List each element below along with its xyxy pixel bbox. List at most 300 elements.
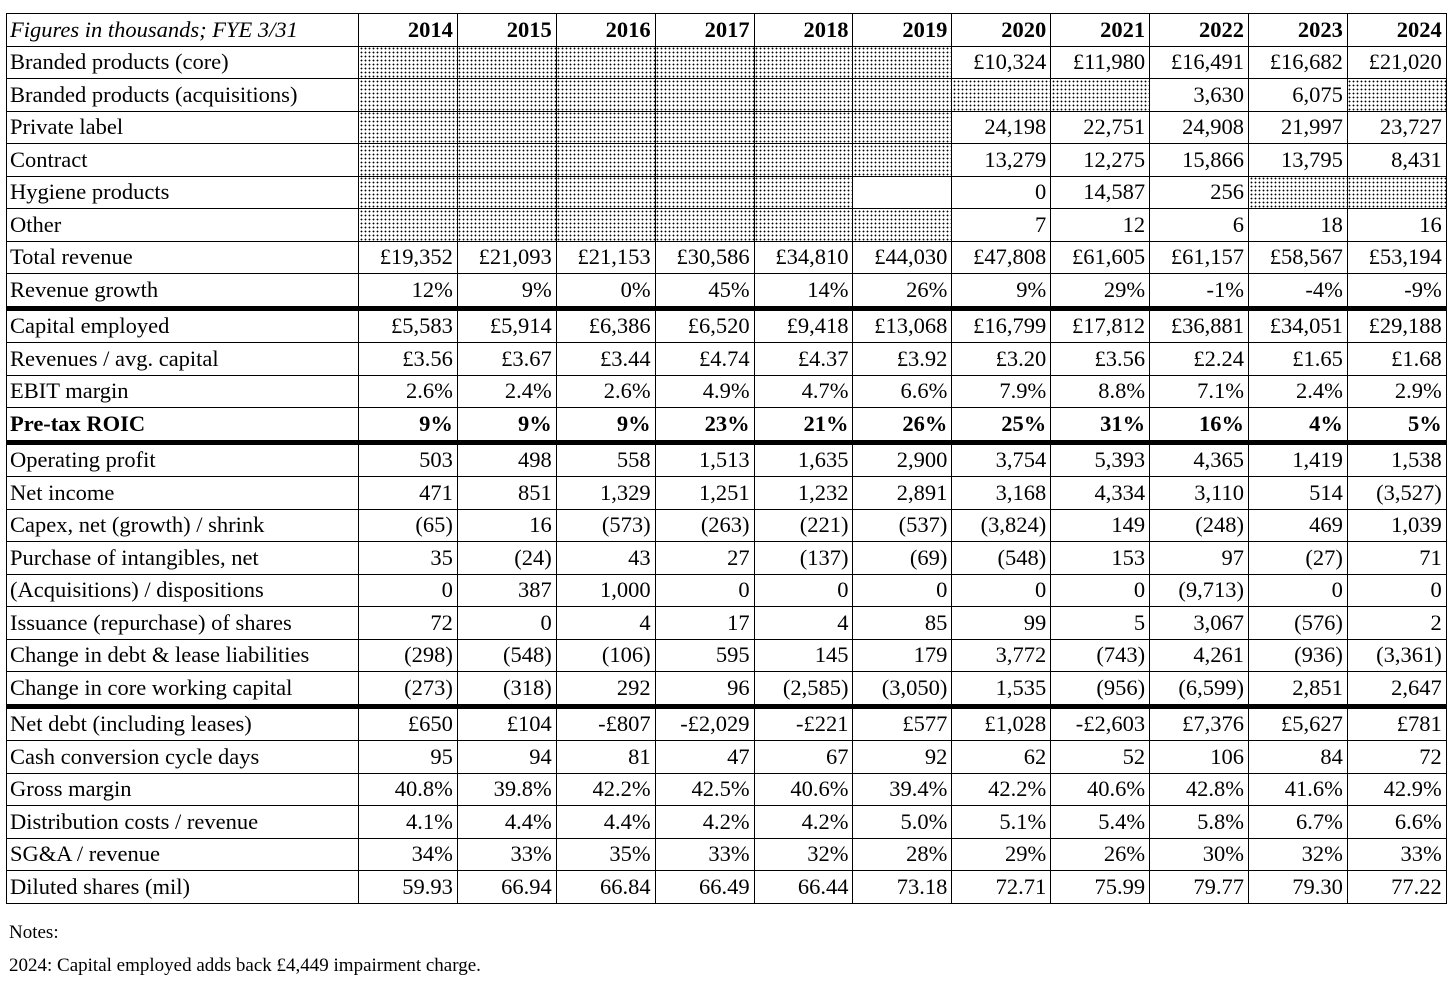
value-cell: £47,808: [952, 241, 1051, 274]
value-cell: (537): [853, 509, 952, 542]
value-cell: 2.4%: [1249, 375, 1348, 408]
table-row: [7, 773, 1447, 806]
value-cell: (3,824): [952, 509, 1051, 542]
value-cell: 4.1%: [359, 806, 458, 839]
value-cell: [457, 144, 556, 177]
value-cell: 4.7%: [754, 375, 853, 408]
value-cell: 77.22: [1347, 871, 1446, 904]
table-row: [7, 442, 1447, 477]
value-cell: [853, 79, 952, 112]
year-header: 2015: [457, 14, 556, 47]
value-cell: £3.56: [1051, 343, 1150, 376]
value-cell: 72: [1347, 741, 1446, 774]
value-cell: 24,198: [952, 111, 1051, 144]
value-cell: 1,251: [655, 477, 754, 510]
value-cell: -4%: [1249, 274, 1348, 309]
value-cell: 30%: [1150, 838, 1249, 871]
year-header: 2020: [952, 14, 1051, 47]
value-cell: 3,067: [1150, 607, 1249, 640]
value-cell: [655, 176, 754, 209]
row-label: Cash conversion cycle days: [7, 741, 359, 774]
value-cell: 42.2%: [952, 773, 1051, 806]
value-cell: 0: [457, 607, 556, 640]
table-caption: Figures in thousands; FYE 3/31: [7, 14, 359, 47]
value-cell: (956): [1051, 672, 1150, 707]
value-cell: 4: [754, 607, 853, 640]
value-cell: £21,153: [556, 241, 655, 274]
value-cell: (573): [556, 509, 655, 542]
value-cell: -£2,029: [655, 706, 754, 741]
value-cell: 2.6%: [556, 375, 655, 408]
value-cell: 97: [1150, 542, 1249, 575]
value-cell: (65): [359, 509, 458, 542]
value-cell: 2.4%: [457, 375, 556, 408]
value-cell: 27: [655, 542, 754, 575]
value-cell: 8.8%: [1051, 375, 1150, 408]
value-cell: £10,324: [952, 46, 1051, 79]
table-row: [7, 871, 1447, 904]
table-row: [7, 574, 1447, 607]
value-cell: (298): [359, 639, 458, 672]
value-cell: [754, 144, 853, 177]
value-cell: 3,630: [1150, 79, 1249, 112]
table-row: [7, 111, 1447, 144]
value-cell: 13,795: [1249, 144, 1348, 177]
value-cell: 292: [556, 672, 655, 707]
value-cell: £1.65: [1249, 343, 1348, 376]
table-row: [7, 509, 1447, 542]
value-cell: 24,908: [1150, 111, 1249, 144]
value-cell: [655, 209, 754, 242]
value-cell: 4.4%: [556, 806, 655, 839]
value-cell: (248): [1150, 509, 1249, 542]
table-row: [7, 241, 1447, 274]
value-cell: 595: [655, 639, 754, 672]
value-cell: 6.6%: [853, 375, 952, 408]
value-cell: -1%: [1150, 274, 1249, 309]
value-cell: 9%: [457, 274, 556, 309]
value-cell: £61,157: [1150, 241, 1249, 274]
value-cell: [556, 79, 655, 112]
value-cell: 42.8%: [1150, 773, 1249, 806]
value-cell: 21%: [754, 408, 853, 443]
row-label: Net income: [7, 477, 359, 510]
value-cell: 1,039: [1347, 509, 1446, 542]
value-cell: 4.4%: [457, 806, 556, 839]
value-cell: 2,647: [1347, 672, 1446, 707]
value-cell: 66.84: [556, 871, 655, 904]
value-cell: [556, 46, 655, 79]
value-cell: 33%: [655, 838, 754, 871]
value-cell: £1.68: [1347, 343, 1446, 376]
row-label: Capex, net (growth) / shrink: [7, 509, 359, 542]
year-header: 2019: [853, 14, 952, 47]
value-cell: [1051, 79, 1150, 112]
value-cell: (9,713): [1150, 574, 1249, 607]
value-cell: 59.93: [359, 871, 458, 904]
value-cell: 1,000: [556, 574, 655, 607]
table-row: [7, 176, 1447, 209]
value-cell: 5.1%: [952, 806, 1051, 839]
value-cell: (548): [952, 542, 1051, 575]
value-cell: [655, 46, 754, 79]
value-cell: 72.71: [952, 871, 1051, 904]
value-cell: 5%: [1347, 408, 1446, 443]
value-cell: 9%: [556, 408, 655, 443]
value-cell: (3,050): [853, 672, 952, 707]
value-cell: £6,386: [556, 308, 655, 343]
value-cell: 67: [754, 741, 853, 774]
value-cell: -£2,603: [1051, 706, 1150, 741]
table-row: [7, 542, 1447, 575]
value-cell: 4.2%: [655, 806, 754, 839]
table-row: [7, 706, 1447, 741]
value-cell: 32%: [754, 838, 853, 871]
value-cell: £16,799: [952, 308, 1051, 343]
value-cell: 79.77: [1150, 871, 1249, 904]
value-cell: [457, 46, 556, 79]
value-cell: [853, 144, 952, 177]
value-cell: 4,261: [1150, 639, 1249, 672]
value-cell: 3,168: [952, 477, 1051, 510]
value-cell: 23%: [655, 408, 754, 443]
value-cell: 40.8%: [359, 773, 458, 806]
value-cell: -£807: [556, 706, 655, 741]
value-cell: [556, 111, 655, 144]
value-cell: 4.2%: [754, 806, 853, 839]
value-cell: 6.7%: [1249, 806, 1348, 839]
value-cell: 62: [952, 741, 1051, 774]
value-cell: 5.4%: [1051, 806, 1150, 839]
value-cell: £5,627: [1249, 706, 1348, 741]
value-cell: 13,279: [952, 144, 1051, 177]
value-cell: £61,605: [1051, 241, 1150, 274]
value-cell: 40.6%: [754, 773, 853, 806]
value-cell: 7.9%: [952, 375, 1051, 408]
value-cell: £5,914: [457, 308, 556, 343]
value-cell: 558: [556, 442, 655, 477]
value-cell: 5: [1051, 607, 1150, 640]
value-cell: £21,020: [1347, 46, 1446, 79]
value-cell: 79.30: [1249, 871, 1348, 904]
value-cell: 149: [1051, 509, 1150, 542]
value-cell: 0: [359, 574, 458, 607]
row-label: Branded products (core): [7, 46, 359, 79]
year-header: 2021: [1051, 14, 1150, 47]
row-label: EBIT margin: [7, 375, 359, 408]
row-label: Pre-tax ROIC: [7, 408, 359, 443]
value-cell: 99: [952, 607, 1051, 640]
row-label: Branded products (acquisitions): [7, 79, 359, 112]
value-cell: 145: [754, 639, 853, 672]
value-cell: 7: [952, 209, 1051, 242]
value-cell: [754, 79, 853, 112]
value-cell: 1,329: [556, 477, 655, 510]
value-cell: (137): [754, 542, 853, 575]
value-cell: 75.99: [1051, 871, 1150, 904]
value-cell: 3,110: [1150, 477, 1249, 510]
value-cell: £34,051: [1249, 308, 1348, 343]
value-cell: [359, 79, 458, 112]
year-header: 2017: [655, 14, 754, 47]
value-cell: [853, 111, 952, 144]
value-cell: 43: [556, 542, 655, 575]
value-cell: 73.18: [853, 871, 952, 904]
value-cell: 471: [359, 477, 458, 510]
value-cell: £4.74: [655, 343, 754, 376]
table-row: [7, 806, 1447, 839]
header-row: [7, 14, 1447, 47]
value-cell: £3.67: [457, 343, 556, 376]
value-cell: (318): [457, 672, 556, 707]
value-cell: 4,365: [1150, 442, 1249, 477]
value-cell: £4.37: [754, 343, 853, 376]
year-header: 2014: [359, 14, 458, 47]
value-cell: 153: [1051, 542, 1150, 575]
value-cell: [754, 111, 853, 144]
value-cell: 41.6%: [1249, 773, 1348, 806]
value-cell: 26%: [853, 408, 952, 443]
row-label: Revenue growth: [7, 274, 359, 309]
value-cell: 33%: [457, 838, 556, 871]
value-cell: 469: [1249, 509, 1348, 542]
value-cell: 28%: [853, 838, 952, 871]
value-cell: 34%: [359, 838, 458, 871]
value-cell: 66.94: [457, 871, 556, 904]
row-label: Operating profit: [7, 442, 359, 477]
value-cell: £577: [853, 706, 952, 741]
value-cell: (548): [457, 639, 556, 672]
value-cell: 4%: [1249, 408, 1348, 443]
value-cell: 1,635: [754, 442, 853, 477]
value-cell: 52: [1051, 741, 1150, 774]
value-cell: 96: [655, 672, 754, 707]
value-cell: 2.9%: [1347, 375, 1446, 408]
value-cell: £16,491: [1150, 46, 1249, 79]
value-cell: [754, 46, 853, 79]
value-cell: 12: [1051, 209, 1150, 242]
value-cell: [359, 144, 458, 177]
row-label: Issuance (repurchase) of shares: [7, 607, 359, 640]
value-cell: 42.2%: [556, 773, 655, 806]
financial-table-container: [6, 13, 1446, 904]
value-cell: [655, 144, 754, 177]
value-cell: 26%: [1051, 838, 1150, 871]
table-row: [7, 672, 1447, 707]
row-label: Contract: [7, 144, 359, 177]
value-cell: (221): [754, 509, 853, 542]
value-cell: 2: [1347, 607, 1446, 640]
notes-title: Notes:: [9, 922, 59, 943]
row-label: Revenues / avg. capital: [7, 343, 359, 376]
value-cell: [1347, 79, 1446, 112]
value-cell: 7.1%: [1150, 375, 1249, 408]
year-header: 2023: [1249, 14, 1348, 47]
value-cell: [655, 111, 754, 144]
value-cell: 1,419: [1249, 442, 1348, 477]
value-cell: £7,376: [1150, 706, 1249, 741]
value-cell: £29,188: [1347, 308, 1446, 343]
value-cell: [457, 79, 556, 112]
value-cell: (69): [853, 542, 952, 575]
value-cell: 0: [952, 176, 1051, 209]
note-line: 2024: Capital employed adds back £4,449 impairment charge.: [9, 955, 481, 976]
value-cell: [359, 46, 458, 79]
value-cell: (24): [457, 542, 556, 575]
value-cell: [853, 176, 952, 209]
table-row: [7, 144, 1447, 177]
table-row: [7, 408, 1447, 443]
value-cell: [457, 176, 556, 209]
value-cell: [457, 111, 556, 144]
value-cell: 33%: [1347, 838, 1446, 871]
financial-table: [6, 13, 1447, 904]
table-row: [7, 308, 1447, 343]
value-cell: 8,431: [1347, 144, 1446, 177]
row-label: Change in core working capital: [7, 672, 359, 707]
value-cell: [1347, 176, 1446, 209]
value-cell: [359, 209, 458, 242]
value-cell: [359, 111, 458, 144]
row-label: Hygiene products: [7, 176, 359, 209]
value-cell: (3,361): [1347, 639, 1446, 672]
value-cell: 39.4%: [853, 773, 952, 806]
row-label: (Acquisitions) / dispositions: [7, 574, 359, 607]
row-label: Distribution costs / revenue: [7, 806, 359, 839]
value-cell: 387: [457, 574, 556, 607]
value-cell: 498: [457, 442, 556, 477]
value-cell: [853, 209, 952, 242]
year-header: 2024: [1347, 14, 1446, 47]
value-cell: (936): [1249, 639, 1348, 672]
year-header: 2016: [556, 14, 655, 47]
value-cell: 9%: [359, 408, 458, 443]
value-cell: 84: [1249, 741, 1348, 774]
value-cell: 42.9%: [1347, 773, 1446, 806]
value-cell: £13,068: [853, 308, 952, 343]
value-cell: [952, 79, 1051, 112]
value-cell: £781: [1347, 706, 1446, 741]
value-cell: 6: [1150, 209, 1249, 242]
value-cell: 0: [1051, 574, 1150, 607]
row-label: SG&A / revenue: [7, 838, 359, 871]
row-label: Other: [7, 209, 359, 242]
value-cell: [1249, 176, 1348, 209]
value-cell: 92: [853, 741, 952, 774]
value-cell: 16: [1347, 209, 1446, 242]
value-cell: 16%: [1150, 408, 1249, 443]
value-cell: 29%: [1051, 274, 1150, 309]
value-cell: 179: [853, 639, 952, 672]
value-cell: 71: [1347, 542, 1446, 575]
value-cell: 22,751: [1051, 111, 1150, 144]
value-cell: 9%: [457, 408, 556, 443]
value-cell: 1,513: [655, 442, 754, 477]
row-label: Diluted shares (mil): [7, 871, 359, 904]
value-cell: 72: [359, 607, 458, 640]
value-cell: 5.8%: [1150, 806, 1249, 839]
value-cell: 0: [952, 574, 1051, 607]
value-cell: 0: [655, 574, 754, 607]
value-cell: 0%: [556, 274, 655, 309]
value-cell: 0: [754, 574, 853, 607]
value-cell: 514: [1249, 477, 1348, 510]
value-cell: 2,891: [853, 477, 952, 510]
value-cell: [754, 209, 853, 242]
value-cell: £16,682: [1249, 46, 1348, 79]
value-cell: 95: [359, 741, 458, 774]
value-cell: (743): [1051, 639, 1150, 672]
value-cell: (263): [655, 509, 754, 542]
table-row: [7, 639, 1447, 672]
value-cell: 94: [457, 741, 556, 774]
value-cell: 45%: [655, 274, 754, 309]
value-cell: [655, 79, 754, 112]
value-cell: 5.0%: [853, 806, 952, 839]
value-cell: 3,754: [952, 442, 1051, 477]
value-cell: 17: [655, 607, 754, 640]
value-cell: 0: [1249, 574, 1348, 607]
table-row: [7, 607, 1447, 640]
value-cell: [556, 176, 655, 209]
value-cell: 66.44: [754, 871, 853, 904]
value-cell: £650: [359, 706, 458, 741]
value-cell: 1,232: [754, 477, 853, 510]
value-cell: 503: [359, 442, 458, 477]
value-cell: 39.8%: [457, 773, 556, 806]
year-header: 2018: [754, 14, 853, 47]
value-cell: 4: [556, 607, 655, 640]
value-cell: £11,980: [1051, 46, 1150, 79]
table-row: [7, 838, 1447, 871]
value-cell: 2,900: [853, 442, 952, 477]
value-cell: 256: [1150, 176, 1249, 209]
value-cell: (273): [359, 672, 458, 707]
table-row: [7, 343, 1447, 376]
table-row: [7, 46, 1447, 79]
value-cell: 26%: [853, 274, 952, 309]
value-cell: 16: [457, 509, 556, 542]
value-cell: 21,997: [1249, 111, 1348, 144]
value-cell: £17,812: [1051, 308, 1150, 343]
value-cell: £30,586: [655, 241, 754, 274]
value-cell: 1,535: [952, 672, 1051, 707]
table-row: [7, 209, 1447, 242]
value-cell: 2.6%: [359, 375, 458, 408]
value-cell: 47: [655, 741, 754, 774]
value-cell: £104: [457, 706, 556, 741]
table-row: [7, 79, 1447, 112]
value-cell: 3,772: [952, 639, 1051, 672]
value-cell: 14,587: [1051, 176, 1150, 209]
value-cell: [359, 176, 458, 209]
value-cell: [853, 46, 952, 79]
value-cell: 14%: [754, 274, 853, 309]
row-label: Purchase of intangibles, net: [7, 542, 359, 575]
value-cell: £3.20: [952, 343, 1051, 376]
value-cell: £3.92: [853, 343, 952, 376]
value-cell: 23,727: [1347, 111, 1446, 144]
year-header: 2022: [1150, 14, 1249, 47]
value-cell: £3.44: [556, 343, 655, 376]
value-cell: (576): [1249, 607, 1348, 640]
value-cell: [457, 209, 556, 242]
value-cell: (2,585): [754, 672, 853, 707]
value-cell: 25%: [952, 408, 1051, 443]
value-cell: £19,352: [359, 241, 458, 274]
value-cell: £21,093: [457, 241, 556, 274]
row-label: Total revenue: [7, 241, 359, 274]
